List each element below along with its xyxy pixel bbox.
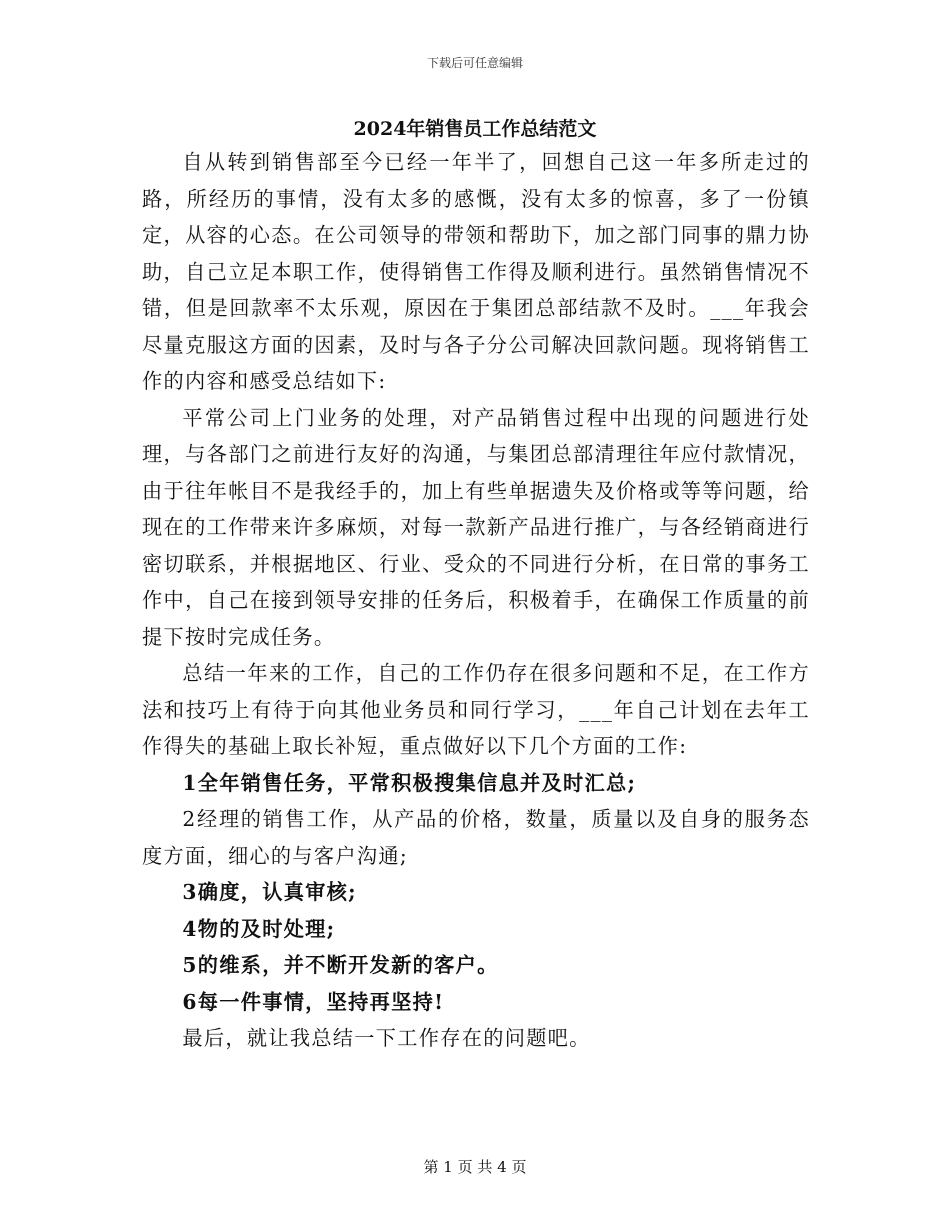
list-item-5: 5的维系，并不断开发新的客户。 <box>182 953 499 977</box>
list-item-4: 4物的及时处理; <box>182 916 336 941</box>
document-body <box>142 144 810 1057</box>
list-item-6: 6每一件事情，坚持再坚持! <box>182 989 445 1014</box>
list-item-3: 3确度，认真审核; <box>182 880 357 904</box>
header-note: 下载后可任意编辑 <box>426 56 523 70</box>
list-item-2: 2经理的销售工作，从产品的价格，数量，质量以及自身的服务态度方面，细心的与客户沟通; <box>142 807 810 868</box>
paragraph-summary: 总结一年来的工作，自己的工作仍存在很多问题和不足，在工作方法和技巧上有待于向其他业务员和同行学习，___年自己计划在去年工作得失的基础上取长补短，重点做好以下几个方面的工作: <box>142 661 810 758</box>
list-item-1: 1全年销售任务，平常积极搜集信息并及时汇总; <box>182 770 637 795</box>
paragraph-closing: 最后，就让我总结一下工作存在的问题吧。 <box>182 1026 591 1050</box>
paragraph-daily-work: 平常公司上门业务的处理，对产品销售过程中出现的问题进行处理，与各部门之前进行友好的沟通，与集团总部清理往年应付款情况，由于往年帐目不是我经手的，加上有些单据遗失及价格或等等问题，给现在的工作带来许多麻烦，对每一款新产品进行推广，与各经销商进行密切联系，并根据地区、行业、受众的不同进行分析，在日常的事务工作中，自己在接到领导安排的任务后，积极着手，在确保工作质量的前提下按时完成任务。 <box>142 405 810 649</box>
document-title: 2024年销售员工作总结范文 <box>353 118 597 140</box>
paragraph-intro: 自从转到销售部至今已经一年半了，回想自己这一年多所走过的路，所经历的事情，没有太多的感慨，没有太多的惊喜，多了一份镇定，从容的心态。在公司领导的带领和帮助下，加之部门同事的鼎力协助，自己立足本职工作，使得销售工作得及顺利进行。虽然销售情况不错，但是回款率不太乐观，原因在于集团总部结款不及时。___年我会尽量克服这方面的因素，及时与各子分公司解决回款问题。现将销售工作的内容和感受总结如下: <box>142 150 810 393</box>
page-number: 第 1 页 共 4 页 <box>423 1158 527 1176</box>
